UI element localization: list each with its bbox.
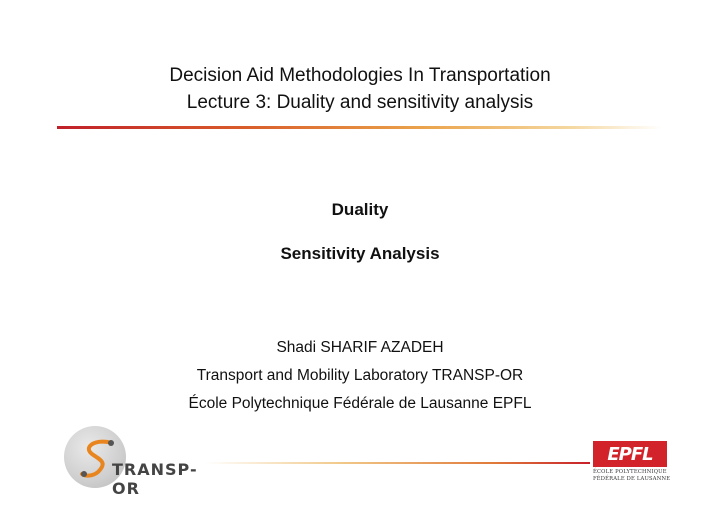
transp-or-logo xyxy=(64,426,204,498)
author-name: Shadi SHARIF AZADEH xyxy=(276,339,444,356)
epfl-logo xyxy=(593,441,673,487)
topic-duality: Duality xyxy=(331,200,389,219)
title-divider xyxy=(57,126,662,129)
topic-sensitivity-analysis: Sensitivity Analysis xyxy=(280,244,440,263)
author-info xyxy=(0,334,720,418)
author-school: École Polytechnique Fédérale de Lausanne EPFL xyxy=(188,395,532,412)
title-line-2: Lecture 3: Duality and sensitivity analysis xyxy=(186,92,534,113)
epfl-caption-line-2: FÉDÉRALE DE LAUSANNE xyxy=(593,475,671,482)
slide-title xyxy=(0,62,720,116)
epfl-caption xyxy=(593,469,673,482)
title-line-1: Decision Aid Methodologies In Transportation xyxy=(169,65,551,86)
footer-divider xyxy=(205,462,590,464)
epfl-mark: EPFL xyxy=(593,441,667,467)
author-lab: Transport and Mobility Laboratory TRANSP-OR xyxy=(196,367,524,384)
epfl-caption-line-1: ÉCOLE POLYTECHNIQUE xyxy=(593,469,667,475)
transp-or-wordmark: TRANSP-OR xyxy=(112,460,198,498)
